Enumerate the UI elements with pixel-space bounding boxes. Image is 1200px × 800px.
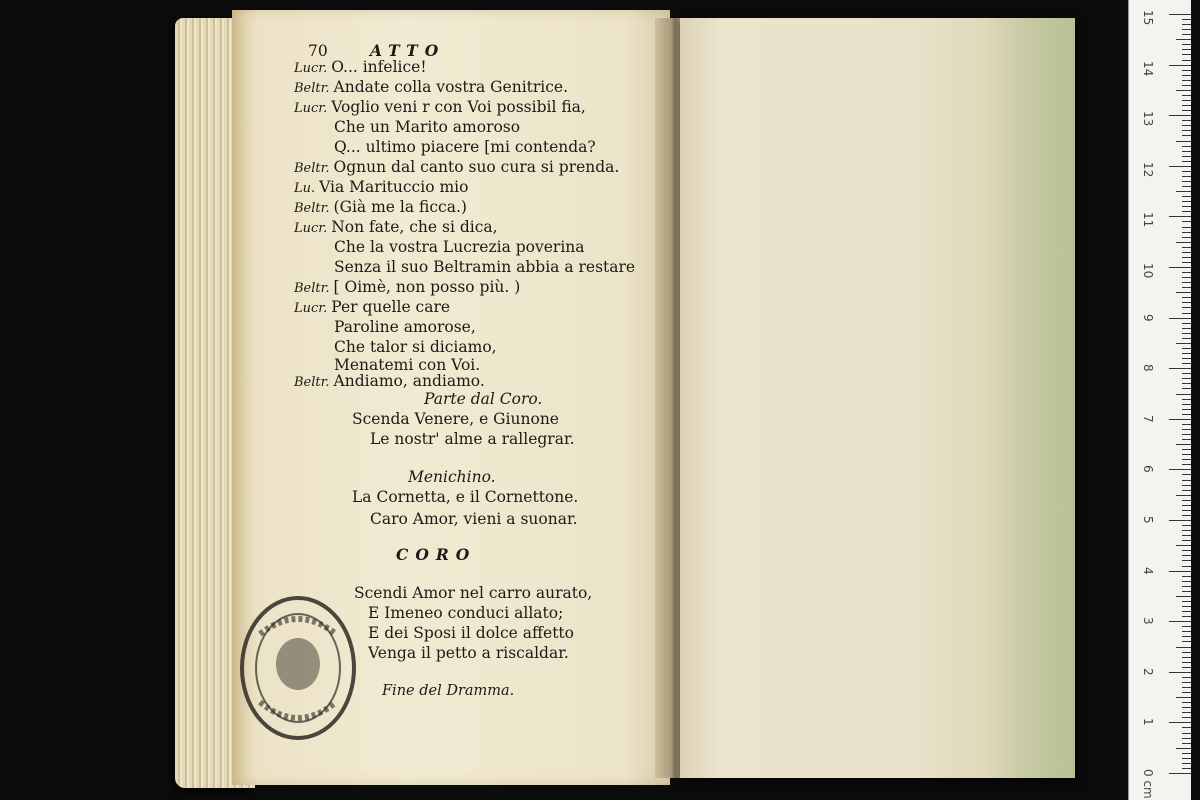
ruler-tick bbox=[1182, 555, 1191, 556]
ruler-label: 1 bbox=[1141, 718, 1155, 727]
ruler-tick bbox=[1182, 29, 1191, 30]
ruler-tick bbox=[1182, 247, 1191, 248]
ruler-tick bbox=[1182, 49, 1191, 50]
line-text: Q... ultimo piacere [mi contenda? bbox=[334, 138, 596, 156]
ruler-tick bbox=[1182, 662, 1191, 663]
ruler-label: 14 bbox=[1141, 60, 1155, 76]
ruler-tick bbox=[1182, 485, 1191, 486]
menichino-heading: Menichino. bbox=[408, 468, 496, 486]
speaker-label: Lucr. bbox=[294, 61, 328, 76]
ruler-tick bbox=[1182, 743, 1191, 744]
ruler-tick bbox=[1176, 697, 1191, 698]
ruler-tick bbox=[1182, 667, 1191, 668]
ruler-tick bbox=[1182, 677, 1191, 678]
dialogue-line bbox=[334, 338, 497, 356]
ruler-label: 0 cm bbox=[1141, 769, 1155, 799]
ruler-tick bbox=[1182, 459, 1191, 460]
ruler-tick bbox=[1182, 434, 1191, 435]
ending-line: Fine del Dramma. bbox=[382, 683, 515, 699]
ruler-tick bbox=[1182, 606, 1191, 607]
ruler-tick bbox=[1182, 576, 1191, 577]
dialogue-line bbox=[294, 278, 520, 298]
ruler-tick bbox=[1169, 216, 1191, 217]
ruler-tick bbox=[1182, 358, 1191, 359]
ruler-tick bbox=[1176, 748, 1191, 749]
ruler-tick bbox=[1182, 302, 1191, 303]
ruler-tick bbox=[1182, 480, 1191, 481]
line-text: Che un Marito amoroso bbox=[334, 118, 521, 136]
ruler-tick bbox=[1182, 626, 1191, 627]
ruler-label: 12 bbox=[1141, 161, 1155, 178]
ruler-tick bbox=[1182, 201, 1191, 202]
speaker-label: Beltr. bbox=[294, 281, 330, 296]
ruler-tick bbox=[1169, 318, 1191, 319]
ruler-tick bbox=[1182, 333, 1191, 334]
ruler-label: 13 bbox=[1141, 111, 1155, 127]
ruler-tick bbox=[1182, 641, 1191, 642]
ruler-tick bbox=[1182, 328, 1191, 329]
ruler-tick bbox=[1182, 550, 1191, 551]
ruler-tick bbox=[1176, 191, 1191, 192]
speaker-label: Lucr. bbox=[294, 101, 328, 116]
ruler-tick bbox=[1182, 120, 1191, 121]
ruler-tick bbox=[1182, 156, 1191, 157]
ruler-tick bbox=[1182, 535, 1191, 536]
ruler-tick bbox=[1182, 54, 1191, 55]
line-text: Voglio veni r con Voi possibil fia, bbox=[331, 98, 586, 116]
ruler-tick bbox=[1182, 227, 1191, 228]
ruler-tick bbox=[1182, 307, 1191, 308]
ruler-tick bbox=[1182, 282, 1191, 283]
dialogue-line bbox=[294, 178, 468, 198]
ruler-tick bbox=[1182, 687, 1191, 688]
ruler-tick bbox=[1169, 520, 1191, 521]
ruler-tick bbox=[1182, 176, 1191, 177]
line-text: Andiamo, andiamo. bbox=[333, 372, 485, 390]
ruler-tick bbox=[1169, 571, 1191, 572]
ruler-tick bbox=[1169, 672, 1191, 673]
ruler-tick bbox=[1169, 368, 1191, 369]
ruler-tick bbox=[1182, 474, 1191, 475]
speaker-label: Beltr. bbox=[294, 81, 330, 96]
ruler-tick bbox=[1182, 388, 1191, 389]
ruler-tick bbox=[1182, 232, 1191, 233]
line-text: Andate colla vostra Genitrice. bbox=[333, 78, 569, 96]
ruler-tick bbox=[1169, 65, 1191, 66]
coro-line: Venga il petto a riscaldar. bbox=[368, 644, 569, 662]
ruler-tick bbox=[1182, 277, 1191, 278]
page-fold-shade bbox=[985, 18, 1075, 778]
ruler-label: 3 bbox=[1141, 617, 1155, 625]
coro-line: E dei Sposi il dolce affetto bbox=[368, 624, 574, 642]
ruler-tick bbox=[1182, 464, 1191, 465]
ruler-tick bbox=[1182, 363, 1191, 364]
ruler-tick bbox=[1182, 525, 1191, 526]
ruler-tick bbox=[1182, 323, 1191, 324]
ruler-tick bbox=[1182, 211, 1191, 212]
chorus-part-line: Scenda Venere, e Giunone bbox=[352, 410, 559, 428]
ruler-tick bbox=[1182, 682, 1191, 683]
ruler-tick bbox=[1182, 510, 1191, 511]
ruler-tick bbox=[1182, 125, 1191, 126]
ruler-tick bbox=[1176, 444, 1191, 445]
ruler-tick bbox=[1182, 378, 1191, 379]
dialogue-line bbox=[334, 238, 585, 256]
ruler-tick bbox=[1182, 733, 1191, 734]
dialogue-line bbox=[294, 372, 485, 392]
ruler-tick bbox=[1182, 272, 1191, 273]
ruler-tick bbox=[1182, 540, 1191, 541]
dialogue-line bbox=[334, 318, 476, 336]
ruler-tick bbox=[1182, 80, 1191, 81]
ruler-tick bbox=[1182, 171, 1191, 172]
menichino-line: Caro Amor, vieni a suonar. bbox=[370, 510, 578, 528]
ruler-tick bbox=[1182, 262, 1191, 263]
chorus-part-heading: Parte dal Coro. bbox=[424, 390, 543, 408]
ruler-tick bbox=[1182, 161, 1191, 162]
ruler-label: 10 bbox=[1141, 263, 1155, 279]
coro-line: E Imeneo conduci allato; bbox=[368, 604, 564, 622]
ruler-tick bbox=[1182, 313, 1191, 314]
ruler-label: 11 bbox=[1141, 212, 1155, 228]
ruler-tick bbox=[1182, 252, 1191, 253]
ruler-tick bbox=[1182, 566, 1191, 567]
ruler-tick bbox=[1176, 343, 1191, 344]
menichino-line: La Cornetta, e il Cornettone. bbox=[352, 488, 579, 506]
dialogue-line bbox=[294, 158, 619, 178]
ruler-tick bbox=[1182, 616, 1191, 617]
ruler-tick bbox=[1182, 383, 1191, 384]
line-text: [ Oimè, non posso più. ) bbox=[333, 278, 521, 296]
line-text: Paroline amorose, bbox=[334, 318, 476, 336]
ruler-tick bbox=[1182, 454, 1191, 455]
ruler-label: 8 bbox=[1141, 364, 1155, 372]
ruler-tick bbox=[1182, 652, 1191, 653]
line-text: Non fate, che si dica, bbox=[331, 218, 498, 236]
ruler-tick bbox=[1182, 100, 1191, 101]
ruler-tick bbox=[1182, 206, 1191, 207]
ruler-tick bbox=[1182, 221, 1191, 222]
measurement-ruler bbox=[1128, 0, 1191, 800]
speaker-label: Lu. bbox=[294, 181, 316, 196]
line-text: Che talor si diciamo, bbox=[334, 338, 497, 356]
ruler-tick bbox=[1182, 763, 1191, 764]
ruler-tick bbox=[1182, 611, 1191, 612]
line-text: Senza il suo Beltramin abbia a restare bbox=[334, 258, 636, 276]
ruler-tick bbox=[1182, 702, 1191, 703]
ruler-tick bbox=[1182, 758, 1191, 759]
ruler-tick bbox=[1182, 24, 1191, 25]
ruler-label: 15 bbox=[1141, 10, 1155, 26]
ruler-tick bbox=[1182, 34, 1191, 35]
ruler-tick bbox=[1182, 657, 1191, 658]
dialogue-line bbox=[334, 258, 635, 276]
dialogue-line bbox=[294, 58, 427, 78]
ruler-tick bbox=[1182, 601, 1191, 602]
ruler-tick bbox=[1182, 399, 1191, 400]
ruler-tick bbox=[1182, 581, 1191, 582]
ruler-tick bbox=[1182, 591, 1191, 592]
ruler-tick bbox=[1176, 292, 1191, 293]
ruler-label: 4 bbox=[1141, 566, 1155, 575]
ruler-tick bbox=[1182, 636, 1191, 637]
ruler-tick bbox=[1182, 19, 1191, 20]
dialogue-line bbox=[294, 298, 450, 318]
ruler-tick bbox=[1182, 297, 1191, 298]
ruler-tick bbox=[1182, 130, 1191, 131]
dialogue-line bbox=[294, 198, 467, 218]
ruler-tick bbox=[1182, 449, 1191, 450]
ruler-tick bbox=[1182, 85, 1191, 86]
ruler-tick bbox=[1182, 287, 1191, 288]
ruler-tick bbox=[1182, 712, 1191, 713]
ruler-tick bbox=[1182, 500, 1191, 501]
ruler-tick bbox=[1182, 348, 1191, 349]
speaker-label: Lucr. bbox=[294, 301, 328, 316]
ruler-tick bbox=[1182, 151, 1191, 152]
page-header: ATTO bbox=[370, 41, 446, 60]
ruler-tick bbox=[1182, 692, 1191, 693]
ruler-tick bbox=[1182, 181, 1191, 182]
page-number: 70 bbox=[308, 42, 328, 60]
ruler-tick bbox=[1182, 530, 1191, 531]
ruler-tick bbox=[1176, 495, 1191, 496]
ruler-tick bbox=[1169, 621, 1191, 622]
ruler-tick bbox=[1182, 424, 1191, 425]
ruler-label: 2 bbox=[1141, 667, 1155, 676]
right-page bbox=[680, 18, 1075, 778]
ruler-tick bbox=[1176, 90, 1191, 91]
ruler-tick bbox=[1182, 105, 1191, 106]
coro-heading: CORO bbox=[396, 545, 477, 564]
ruler-tick bbox=[1169, 166, 1191, 167]
speaker-label: Beltr. bbox=[294, 375, 330, 390]
ruler-tick bbox=[1182, 373, 1191, 374]
ruler-tick bbox=[1176, 39, 1191, 40]
ruler-tick bbox=[1182, 404, 1191, 405]
ruler-tick bbox=[1182, 768, 1191, 769]
ruler-tick bbox=[1176, 596, 1191, 597]
ruler-tick bbox=[1169, 469, 1191, 470]
ruler-tick bbox=[1182, 631, 1191, 632]
ruler-label: 7 bbox=[1141, 414, 1155, 423]
ruler-tick bbox=[1169, 267, 1191, 268]
dialogue-line bbox=[334, 138, 596, 156]
ruler-tick bbox=[1169, 773, 1191, 774]
library-stamp bbox=[238, 594, 358, 742]
ruler-tick bbox=[1182, 586, 1191, 587]
ruler-tick bbox=[1169, 115, 1191, 116]
dialogue-line bbox=[334, 118, 520, 136]
ruler-tick bbox=[1182, 110, 1191, 111]
line-text: Ognun dal canto suo cura si prenda. bbox=[333, 158, 620, 176]
ruler-tick bbox=[1182, 738, 1191, 739]
ruler-tick bbox=[1182, 75, 1191, 76]
ruler-tick bbox=[1176, 545, 1191, 546]
ruler-tick bbox=[1182, 353, 1191, 354]
ruler-tick bbox=[1182, 338, 1191, 339]
line-text: (Già me la ficca.) bbox=[333, 198, 467, 216]
ruler-tick bbox=[1182, 515, 1191, 516]
ruler-tick bbox=[1182, 257, 1191, 258]
ruler-tick bbox=[1176, 394, 1191, 395]
ruler-tick bbox=[1182, 95, 1191, 96]
ruler-label: 6 bbox=[1141, 465, 1155, 474]
ruler-tick bbox=[1182, 146, 1191, 147]
line-text: Per quelle care bbox=[331, 298, 451, 316]
speaker-label: Beltr. bbox=[294, 161, 330, 176]
ruler-tick bbox=[1169, 14, 1191, 15]
ruler-tick bbox=[1182, 237, 1191, 238]
ruler-tick bbox=[1182, 135, 1191, 136]
ruler-tick bbox=[1182, 439, 1191, 440]
ruler-tick bbox=[1182, 753, 1191, 754]
ruler-label: 5 bbox=[1141, 516, 1155, 524]
ruler-label: 9 bbox=[1141, 313, 1155, 322]
chorus-part-line: Le nostr' alme a rallegrar. bbox=[370, 430, 575, 448]
ruler-tick bbox=[1182, 727, 1191, 728]
line-text: O... infelice! bbox=[331, 58, 427, 76]
ruler-tick bbox=[1169, 419, 1191, 420]
coro-line: Scendi Amor nel carro aurato, bbox=[354, 584, 593, 602]
ruler-tick bbox=[1182, 409, 1191, 410]
ruler-tick bbox=[1169, 722, 1191, 723]
line-text: Via Marituccio mio bbox=[319, 178, 469, 196]
ruler-tick bbox=[1182, 70, 1191, 71]
ruler-tick bbox=[1182, 505, 1191, 506]
ruler-tick bbox=[1182, 60, 1191, 61]
ruler-tick bbox=[1176, 242, 1191, 243]
ruler-tick bbox=[1182, 717, 1191, 718]
speaker-label: Lucr. bbox=[294, 221, 328, 236]
ruler-tick bbox=[1182, 707, 1191, 708]
ruler-tick bbox=[1176, 647, 1191, 648]
ruler-tick bbox=[1182, 186, 1191, 187]
dialogue-line bbox=[294, 98, 586, 118]
ruler-tick bbox=[1182, 490, 1191, 491]
speaker-label: Beltr. bbox=[294, 201, 330, 216]
dialogue-line bbox=[294, 78, 568, 98]
ruler-tick bbox=[1176, 141, 1191, 142]
line-text: Menatemi con Voi. bbox=[334, 356, 481, 374]
ruler-tick bbox=[1182, 44, 1191, 45]
ruler-tick bbox=[1182, 196, 1191, 197]
ruler-tick bbox=[1182, 414, 1191, 415]
ruler-tick bbox=[1182, 429, 1191, 430]
line-text: Che la vostra Lucrezia poverina bbox=[334, 238, 585, 256]
ruler-tick bbox=[1182, 560, 1191, 561]
dialogue-line bbox=[294, 218, 498, 238]
